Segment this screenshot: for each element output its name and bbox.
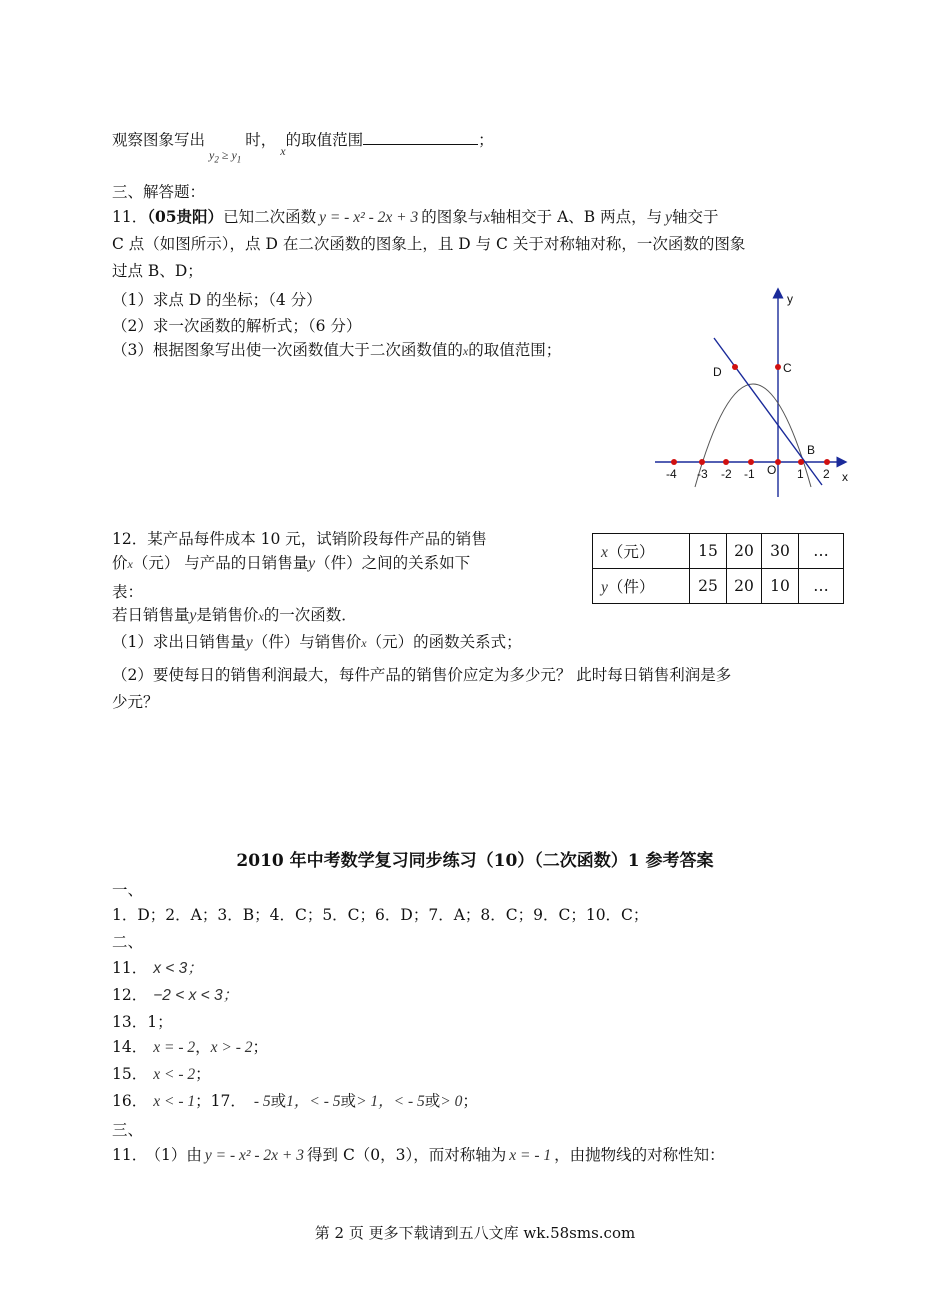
- text: （1）求出日销售量: [112, 633, 246, 651]
- answers-mc: 1．D；2．A；3．B；4．C；5．C；6．D；7．A；8．C；9．C；10．C；: [112, 906, 649, 924]
- text: （3）根据图象写出使一次函数值大于二次函数值的: [112, 341, 463, 359]
- answer-13: 13．1；: [112, 1013, 173, 1031]
- var-x: x: [258, 609, 264, 623]
- answer: x < - 1: [153, 1093, 196, 1110]
- text: 价: [112, 554, 128, 572]
- problem12-q2-line2: 少元？: [112, 693, 159, 711]
- text: 的取值范围: [285, 131, 364, 149]
- tick-point: [748, 459, 754, 465]
- answer: x > - 2: [210, 1039, 253, 1056]
- answer: > 1: [356, 1093, 379, 1110]
- point-c-label: C: [783, 361, 792, 375]
- text: 的一次函数．: [263, 606, 357, 624]
- text: 15．: [112, 1065, 148, 1083]
- var-x: x: [462, 344, 469, 358]
- table-cell: 20: [727, 569, 762, 604]
- table-cell: 25: [690, 569, 727, 604]
- var-y: y: [665, 209, 672, 226]
- y-axis-label: y: [787, 292, 793, 306]
- text: ；17．: [195, 1092, 246, 1110]
- table-header-cell: [593, 534, 690, 569]
- point-d-label: D: [713, 365, 722, 379]
- text: 的取值范围；: [468, 341, 562, 359]
- formula: y = - x² - 2x + 3: [204, 1147, 305, 1164]
- point-b: [798, 459, 804, 465]
- text: 11．: [112, 208, 148, 226]
- x-axis-label: x: [842, 470, 848, 484]
- text: ，: [195, 1038, 211, 1056]
- answer-15: [112, 1062, 211, 1084]
- table-cell: 30: [762, 534, 799, 569]
- tick-label: 2: [823, 467, 830, 481]
- page-footer: 第 2 页 更多下载请到五八文库 wk.58sms.com: [314, 1224, 636, 1242]
- text: ；: [478, 131, 494, 149]
- answer: x = - 2: [153, 1039, 196, 1056]
- var-y: y: [189, 607, 197, 624]
- point-d: [732, 364, 738, 370]
- text: （件）之间的关系如下: [315, 554, 471, 572]
- tick-point: [723, 459, 729, 465]
- problem12-line4: [112, 603, 357, 625]
- tick-label: -3: [697, 467, 708, 481]
- problem11-line2: C 点（如图所示），点 D 在二次函数的图象上，且 D 与 C 关于对称轴对称，一次函数的图象: [112, 235, 746, 253]
- formula: y = - x² - 2x + 3: [319, 209, 419, 226]
- text: 轴交于: [671, 208, 719, 226]
- var-x: x: [280, 144, 286, 158]
- origin-label: O: [767, 463, 777, 477]
- tick-label: 1: [797, 467, 804, 481]
- answers-section1: 一、: [112, 881, 144, 899]
- answers-section3: 三、: [112, 1121, 144, 1139]
- tick-point: [671, 459, 677, 465]
- text: ，由抛物线的对称性知：: [554, 1146, 725, 1164]
- table-row: [593, 569, 844, 604]
- tick-point: [699, 459, 705, 465]
- problem12-q2-line1: （2）要使每日的销售利润最大，每件产品的销售价应定为多少元？ 此时每日销售利润是多: [112, 666, 732, 684]
- answer-3-11: [112, 1143, 725, 1165]
- text: 或: [270, 1092, 287, 1110]
- var-x: x: [361, 636, 367, 650]
- answer: x < - 2: [153, 1066, 196, 1083]
- cond-y2: y2 ≥ y1: [209, 148, 242, 165]
- answer-12: [112, 983, 238, 1005]
- text: ；: [195, 1065, 211, 1083]
- table-cell: 20: [727, 534, 762, 569]
- var-x: x: [127, 557, 133, 571]
- text: 是销售价: [196, 606, 259, 624]
- text: 时，: [245, 131, 277, 149]
- answer: −2 < x < 3；: [153, 987, 239, 1004]
- problem11-q3: [112, 338, 561, 360]
- problem11-q2: （2）求一次函数的解析式；（6 分）: [112, 317, 362, 335]
- formula: x = - 1: [509, 1147, 552, 1164]
- text: 14．: [112, 1038, 148, 1056]
- answer: ，< - 5: [378, 1093, 425, 1110]
- price-sales-table: [592, 533, 844, 604]
- answer: 1: [286, 1093, 294, 1110]
- unit: （元）: [607, 543, 655, 561]
- problem12-line1: 12．某产品每件成本 10 元，试销阶段每件产品的销售: [112, 530, 487, 548]
- answer: - 5: [253, 1093, 271, 1110]
- text: ；: [462, 1092, 478, 1110]
- var-x: x: [601, 544, 608, 561]
- text: 或: [424, 1092, 441, 1110]
- text: 的图象与: [421, 208, 484, 226]
- unit: （件）: [607, 578, 655, 596]
- text: 16．: [112, 1092, 148, 1110]
- var-x: x: [483, 209, 491, 226]
- problem11-line1: [112, 205, 719, 227]
- tick-label: -2: [721, 467, 732, 481]
- text: 11．: [112, 1146, 148, 1164]
- answer: ，< - 5: [293, 1093, 341, 1110]
- answer: x < 3；: [153, 960, 203, 977]
- var-y: y: [245, 634, 253, 651]
- text: ；: [252, 1038, 269, 1056]
- problem-source: （05贵阳）: [147, 207, 224, 226]
- tick-point: [824, 459, 830, 465]
- problem12-line3: 表：: [112, 583, 144, 601]
- var-y: y: [601, 579, 608, 596]
- text: 轴相交于 A、B 两点，与: [490, 208, 663, 226]
- text: 12．: [112, 986, 148, 1004]
- table-cell: …: [799, 569, 844, 604]
- text: （件）与销售价: [252, 633, 362, 651]
- answer-11: [112, 956, 203, 978]
- text: （元）的函数关系式；: [366, 633, 522, 651]
- tick-label: -4: [666, 467, 677, 481]
- var-y: y: [308, 555, 316, 572]
- text: （元） 与产品的日销售量: [132, 554, 309, 572]
- answers-section2: 二、: [112, 933, 144, 951]
- text: （1）由: [153, 1146, 202, 1164]
- table-cell: 10: [762, 569, 799, 604]
- answer-16-17: [112, 1089, 478, 1111]
- tick-label: -1: [744, 467, 755, 481]
- table-header-cell: [593, 569, 690, 604]
- answers-title: 2010 年中考数学复习同步练习（10）（二次函数）1 参考答案: [236, 851, 714, 871]
- text: 11．: [112, 959, 148, 977]
- point-c: [775, 364, 781, 370]
- answer-blank: [363, 130, 478, 145]
- text: 已知二次函数: [223, 208, 317, 226]
- answer: > 0: [440, 1093, 463, 1110]
- problem12-line2: [112, 551, 470, 573]
- text: 若日销售量: [112, 606, 190, 624]
- text: 观察图象写出: [112, 131, 206, 149]
- problem11-q1: （1）求点 D 的坐标；（4 分）: [112, 291, 322, 309]
- parabola-graph: [650, 285, 850, 505]
- table-cell: …: [799, 534, 844, 569]
- text: 得到 C（0，3），而对称轴为: [307, 1146, 507, 1164]
- point-b-label: B: [807, 443, 816, 457]
- table-cell: 15: [690, 534, 727, 569]
- problem12-q1: [112, 630, 522, 652]
- problem11-line3: 过点 B、D；: [112, 262, 203, 280]
- table-row: [593, 534, 844, 569]
- answer-14: [112, 1035, 268, 1057]
- section3-heading: 三、解答题：: [112, 183, 206, 201]
- text: 或: [340, 1092, 357, 1110]
